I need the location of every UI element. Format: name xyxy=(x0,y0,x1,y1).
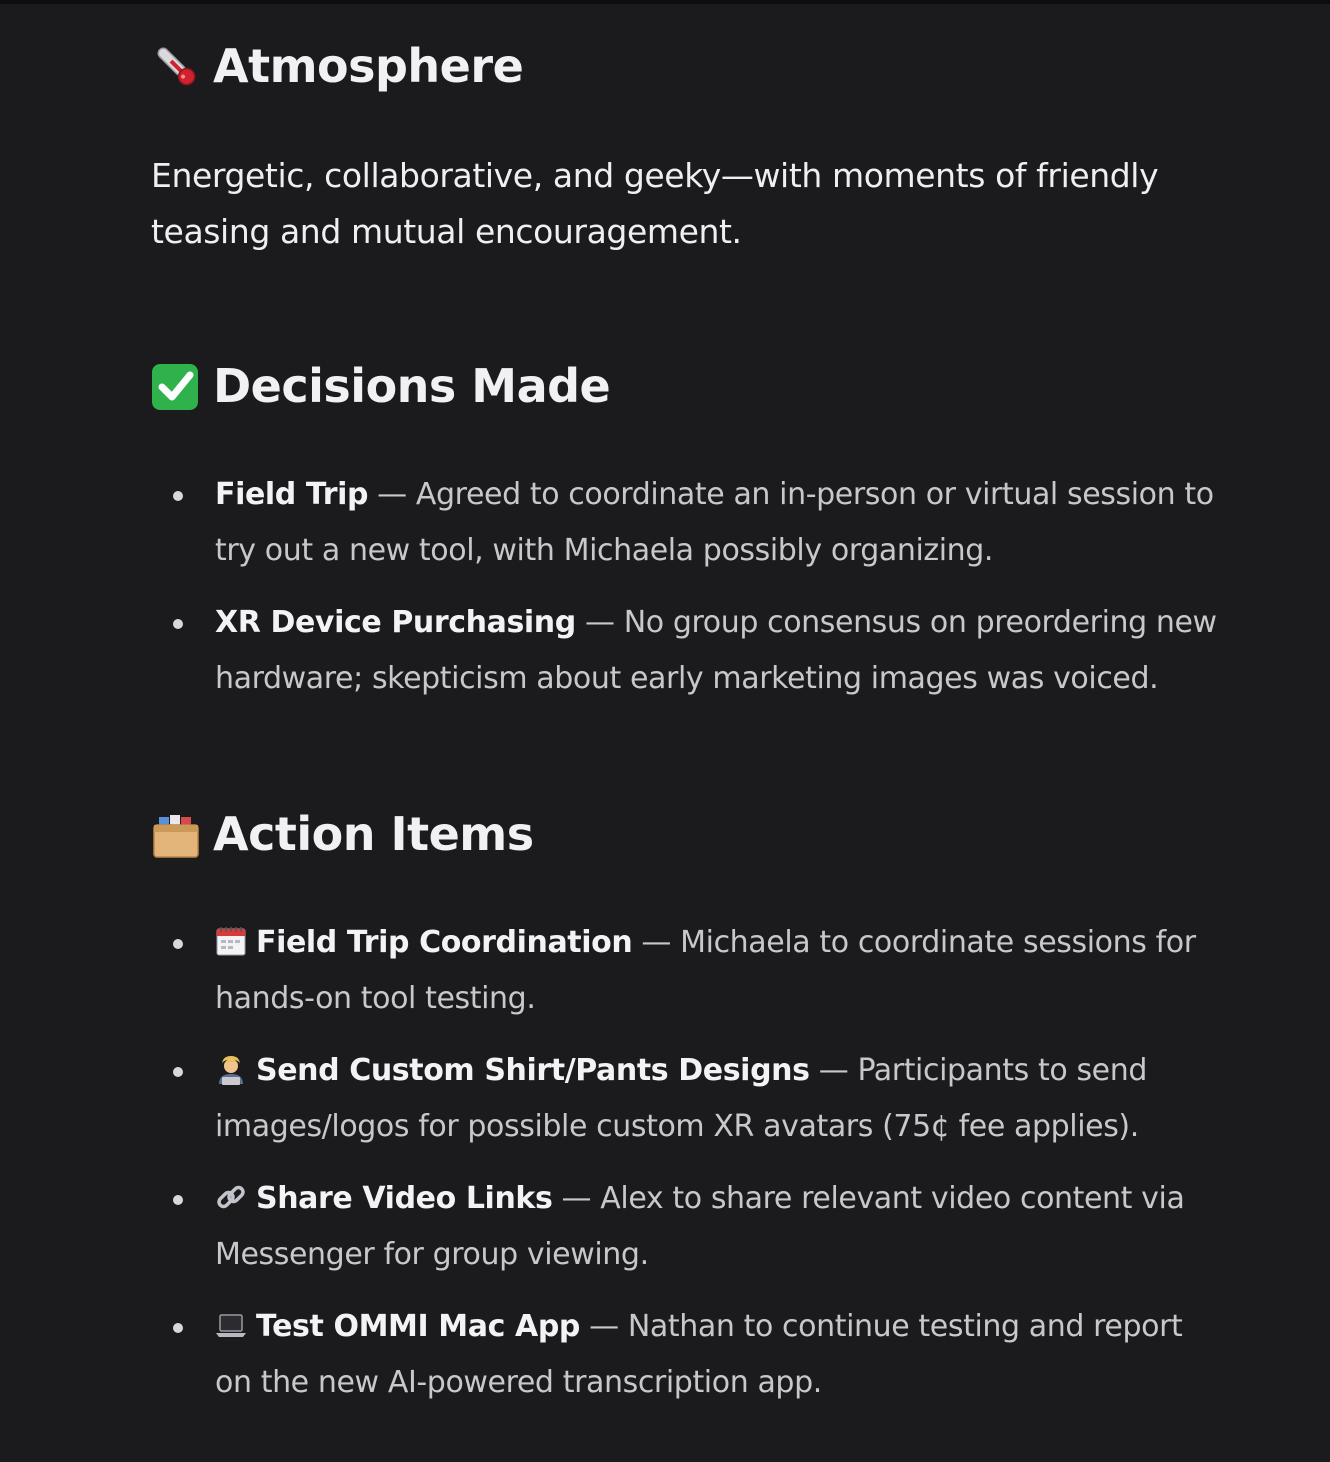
technologist-icon xyxy=(215,1048,247,1080)
action-item xyxy=(151,915,1226,1027)
atmosphere-heading xyxy=(151,36,523,96)
action-title: Test OMMI Mac App xyxy=(256,1309,580,1344)
card-file-box-icon xyxy=(151,809,201,859)
bullet-dot xyxy=(173,1195,183,1205)
action-title: Send Custom Shirt/Pants Designs xyxy=(256,1053,810,1088)
action-items-list xyxy=(151,915,1226,1427)
bullet-dot xyxy=(173,939,183,949)
decision-title: XR Device Purchasing xyxy=(215,605,576,640)
em-dash-separator: — xyxy=(575,605,624,640)
decision-text: No group consensus on preordering new hardware; skepticism about early marketing images was voiced. xyxy=(215,605,1217,696)
decisions-heading xyxy=(151,356,610,416)
spiral-calendar-icon xyxy=(215,920,247,952)
action-text: Alex to share relevant video content via Messenger for group viewing. xyxy=(215,1181,1185,1272)
actions-heading xyxy=(151,804,534,864)
decision-item xyxy=(151,595,1226,707)
action-item xyxy=(151,1171,1226,1283)
bullet-dot xyxy=(173,619,183,629)
decisions-list xyxy=(151,467,1226,723)
bullet-dot xyxy=(173,1323,183,1333)
thermometer-icon xyxy=(151,41,201,91)
atmosphere-title: Atmosphere xyxy=(213,39,524,93)
action-item xyxy=(151,1043,1226,1155)
decision-item xyxy=(151,467,1226,579)
em-dash-separator: — xyxy=(368,477,416,512)
action-title: Share Video Links xyxy=(256,1181,553,1216)
check-mark-button-icon xyxy=(151,361,201,411)
bullet-dot xyxy=(173,491,183,501)
decision-title: Field Trip xyxy=(215,477,369,512)
action-text: Participants to send images/logos for possible custom XR avatars (75¢ fee applies). xyxy=(215,1053,1147,1144)
atmosphere-text: Energetic, collaborative, and geeky—with moments of friendly teasing and mutual encouragement. xyxy=(151,156,1159,251)
em-dash-separator: — xyxy=(552,1181,601,1216)
link-icon xyxy=(215,1176,247,1208)
decision-text: Agreed to coordinate an in-person or virtual session to try out a new tool, with Michaela possibly organizing. xyxy=(215,477,1214,568)
laptop-icon xyxy=(215,1304,247,1336)
actions-title: Action Items xyxy=(213,807,534,861)
action-text: Michaela to coordinate sessions for hands-on tool testing. xyxy=(215,925,1196,1016)
action-item xyxy=(151,1299,1226,1411)
action-title: Field Trip Coordination xyxy=(256,925,633,960)
em-dash-separator: — xyxy=(579,1309,628,1344)
top-border xyxy=(0,0,1330,4)
action-text: Nathan to continue testing and report on the new AI-powered transcription app. xyxy=(215,1309,1183,1400)
bullet-dot xyxy=(173,1067,183,1077)
em-dash-separator: — xyxy=(809,1053,858,1088)
decisions-title: Decisions Made xyxy=(213,359,611,413)
em-dash-separator: — xyxy=(632,925,681,960)
